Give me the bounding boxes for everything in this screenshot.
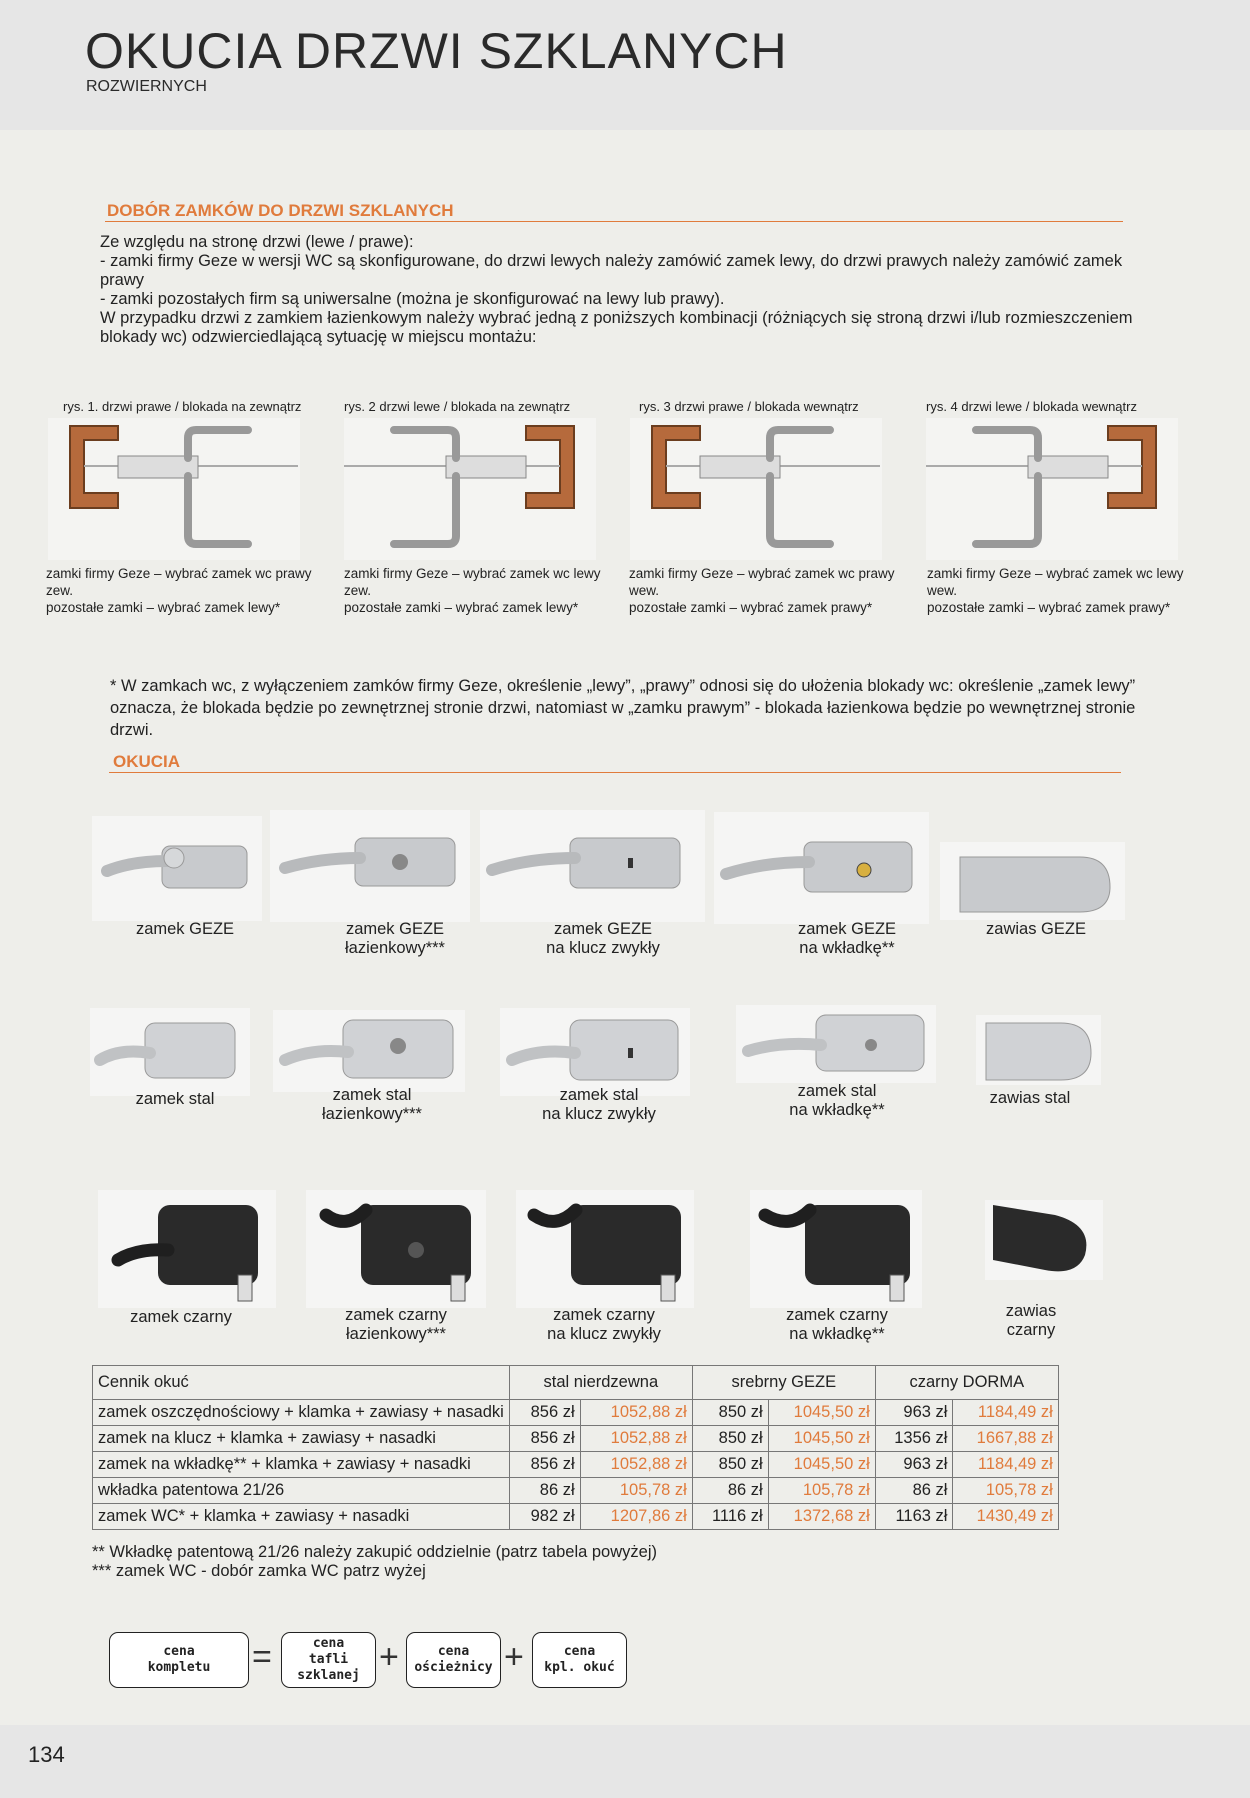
product-image-geze-key-lock bbox=[480, 810, 705, 922]
product-label bbox=[280, 920, 510, 958]
formula-box-line: kpl. okuć bbox=[544, 1660, 615, 1675]
product-label-line: zamek stal bbox=[559, 1086, 639, 1104]
product-label bbox=[281, 1306, 511, 1344]
footnote-line: *** zamek WC - dobór zamka WC patrz wyżej bbox=[92, 1562, 426, 1580]
figure-3-illustration bbox=[630, 418, 882, 560]
table-cell: wkładka patentowa 21/26 bbox=[93, 1478, 510, 1504]
product-label-line: zawias bbox=[1005, 1302, 1057, 1320]
table-cell: zamek na klucz + klamka + zawiasy + nasadki bbox=[93, 1426, 510, 1452]
table-header-cell: Cennik okuć bbox=[93, 1366, 510, 1400]
table-cell: 963 zł bbox=[875, 1452, 953, 1478]
table-cell: 1184,49 zł bbox=[953, 1400, 1058, 1426]
table-header-cell: srebrny GEZE bbox=[692, 1366, 875, 1400]
table-cell: 856 zł bbox=[509, 1426, 580, 1452]
product-image-black-key-lock bbox=[516, 1190, 694, 1308]
figure-note-3 bbox=[629, 565, 914, 616]
product-label-line: zamek GEZE bbox=[553, 920, 653, 938]
table-row bbox=[93, 1504, 1059, 1530]
product-label-line: na klucz zwykły bbox=[547, 1325, 661, 1343]
product-label-line: na klucz zwykły bbox=[546, 939, 660, 957]
product-label-line: zamek stal bbox=[797, 1082, 877, 1100]
figure-note-line: zamki firmy Geze – wybrać zamek wc lewy wew. bbox=[927, 566, 1184, 598]
figure-note-2 bbox=[344, 565, 609, 616]
footnote-line: ** Wkładkę patentową 21/26 należy zakupić oddzielnie (patrz tabela powyżej) bbox=[92, 1543, 657, 1561]
formula-box-line: ościeżnicy bbox=[414, 1660, 493, 1675]
product-image-geze-lock bbox=[92, 816, 262, 921]
product-image-geze-bathroom-lock bbox=[270, 810, 470, 922]
figure-note-line: zamki firmy Geze – wybrać zamek wc lewy zew. bbox=[344, 566, 601, 598]
product-image-steel-hinge bbox=[976, 1015, 1101, 1085]
formula-box-line: cena bbox=[312, 1636, 345, 1651]
table-row bbox=[93, 1478, 1059, 1504]
product-label-line: zamek GEZE bbox=[797, 920, 897, 938]
figure-1-illustration bbox=[48, 418, 300, 560]
product-image-black-lock bbox=[98, 1190, 276, 1308]
table-cell: 1356 zł bbox=[875, 1426, 953, 1452]
figure-2-illustration bbox=[344, 418, 596, 560]
product-image-black-cylinder-lock bbox=[750, 1190, 922, 1308]
figure-caption-1: rys. 1. drzwi prawe / blokada na zewnątrz bbox=[63, 399, 302, 414]
section-divider bbox=[109, 772, 1121, 773]
formula-box-line: tafli szklanej bbox=[297, 1652, 360, 1683]
table-cell: 963 zł bbox=[875, 1400, 953, 1426]
table-row bbox=[93, 1452, 1059, 1478]
page-title: OKUCIA DRZWI SZKLANYCH bbox=[85, 23, 788, 79]
table-cell: 105,78 zł bbox=[953, 1478, 1058, 1504]
figure-caption-2: rys. 2 drzwi lewe / blokada na zewnątrz bbox=[344, 399, 571, 414]
product-label-line: zamek GEZE bbox=[345, 920, 445, 938]
product-label-line: zawias stal bbox=[989, 1089, 1071, 1107]
table-cell: 1052,88 zł bbox=[580, 1400, 692, 1426]
table-header-row bbox=[93, 1366, 1059, 1400]
figure-note-4 bbox=[927, 565, 1207, 616]
intro-text bbox=[100, 233, 1140, 347]
product-label bbox=[722, 1082, 952, 1120]
formula-equals-sign: = bbox=[252, 1638, 272, 1676]
table-cell: 850 zł bbox=[692, 1452, 768, 1478]
product-label bbox=[722, 1306, 952, 1344]
table-cell: 1430,49 zł bbox=[953, 1504, 1058, 1530]
page-subtitle: ROZWIERNYCH bbox=[86, 78, 207, 95]
product-label bbox=[90, 1090, 260, 1109]
intro-paragraph: Ze względu na stronę drzwi (lewe / prawe): bbox=[100, 233, 414, 251]
figure-note-line: pozostałe zamki – wybrać zamek prawy* bbox=[927, 600, 1171, 615]
section-heading-lock-selection: DOBÓR ZAMKÓW DO DRZWI SZKLANYCH bbox=[107, 201, 454, 220]
section-heading-fittings: OKUCIA bbox=[113, 752, 181, 771]
product-image-steel-bathroom-lock bbox=[273, 1010, 465, 1092]
figure-note-line: pozostałe zamki – wybrać zamek lewy* bbox=[46, 600, 281, 615]
formula-box-frame-price bbox=[406, 1632, 501, 1688]
product-image-steel-key-lock bbox=[500, 1008, 690, 1096]
table-cell: 1052,88 zł bbox=[580, 1426, 692, 1452]
product-image-steel-lock bbox=[90, 1008, 250, 1096]
product-image-black-hinge bbox=[985, 1200, 1103, 1280]
product-label-line: na wkładkę** bbox=[789, 1101, 885, 1119]
product-label-line: zamek stal bbox=[135, 1090, 215, 1108]
product-label-line: łazienkowy*** bbox=[322, 1105, 422, 1123]
table-cell: 1045,50 zł bbox=[768, 1426, 875, 1452]
product-label-line: łazienkowy*** bbox=[345, 939, 445, 957]
table-cell: 1372,68 zł bbox=[768, 1504, 875, 1530]
product-image-steel-cylinder-lock bbox=[736, 1005, 936, 1083]
table-cell: 1116 zł bbox=[692, 1504, 768, 1530]
formula-plus-sign: + bbox=[504, 1638, 524, 1676]
product-label-line: czarny bbox=[1006, 1321, 1056, 1339]
product-label-line: zamek GEZE bbox=[135, 920, 235, 938]
table-cell: zamek oszczędnościowy + klamka + zawiasy + nasadki bbox=[93, 1400, 510, 1426]
figure-note-line: zamki firmy Geze – wybrać zamek wc prawy zew. bbox=[46, 566, 312, 598]
table-footnotes bbox=[92, 1543, 657, 1581]
product-label-line: zamek czarny bbox=[553, 1306, 655, 1324]
figure-caption-3: rys. 3 drzwi prawe / blokada wewnątrz bbox=[639, 399, 859, 414]
intro-paragraph: W przypadku drzwi z zamkiem łazienkowym należy wybrać jedną z poniższych kombinacji (różniących się stroną drzwi i/lub rozmieszczeniem blokady wc) odzwierciedlającą sytuację w miejscu montażu: bbox=[100, 309, 1133, 346]
product-label bbox=[951, 920, 1121, 939]
figure-note-line: pozostałe zamki – wybrać zamek lewy* bbox=[344, 600, 579, 615]
table-cell: 856 zł bbox=[509, 1400, 580, 1426]
table-cell: zamek na wkładkę** + klamka + zawiasy + nasadki bbox=[93, 1452, 510, 1478]
table-cell: zamek WC* + klamka + zawiasy + nasadki bbox=[93, 1504, 510, 1530]
product-label bbox=[945, 1089, 1115, 1108]
product-label bbox=[946, 1302, 1116, 1340]
table-cell: 105,78 zł bbox=[768, 1478, 875, 1504]
table-row bbox=[93, 1400, 1059, 1426]
figure-note-line: zamki firmy Geze – wybrać zamek wc prawy wew. bbox=[629, 566, 895, 598]
product-label-line: zawias GEZE bbox=[986, 920, 1086, 938]
product-label-line: zamek czarny bbox=[786, 1306, 888, 1324]
product-label bbox=[489, 1306, 719, 1344]
table-cell: 850 zł bbox=[692, 1400, 768, 1426]
formula-box-line: cena bbox=[563, 1644, 596, 1659]
product-label-line: zamek stal bbox=[332, 1086, 412, 1104]
table-cell: 86 zł bbox=[509, 1478, 580, 1504]
figure-note-line: pozostałe zamki – wybrać zamek prawy* bbox=[629, 600, 873, 615]
table-cell: 856 zł bbox=[509, 1452, 580, 1478]
formula-plus-sign: + bbox=[379, 1638, 399, 1676]
intro-paragraph: - zamki firmy Geze w wersji WC są skonfigurowane, do drzwi lewych należy zamówić zamek lewy, do drzwi prawych należy zamówić zamek prawy bbox=[100, 252, 1123, 289]
product-label bbox=[257, 1086, 487, 1124]
formula-box-set-price bbox=[109, 1632, 249, 1688]
table-cell: 1667,88 zł bbox=[953, 1426, 1058, 1452]
figure-4-illustration bbox=[926, 418, 1178, 560]
product-label bbox=[484, 1086, 714, 1124]
table-cell: 850 zł bbox=[692, 1426, 768, 1452]
table-cell: 1052,88 zł bbox=[580, 1452, 692, 1478]
table-cell: 1163 zł bbox=[875, 1504, 953, 1530]
table-cell: 1045,50 zł bbox=[768, 1452, 875, 1478]
footer-band bbox=[0, 1725, 1250, 1798]
table-cell: 86 zł bbox=[692, 1478, 768, 1504]
product-label-line: na wkładkę** bbox=[789, 1325, 885, 1343]
table-header-cell: stal nierdzewna bbox=[509, 1366, 692, 1400]
price-table bbox=[92, 1365, 1059, 1530]
product-label bbox=[100, 920, 270, 939]
product-label-line: na klucz zwykły bbox=[542, 1105, 656, 1123]
formula-box-line: cena bbox=[437, 1644, 470, 1659]
table-cell: 1184,49 zł bbox=[953, 1452, 1058, 1478]
table-cell: 1045,50 zł bbox=[768, 1400, 875, 1426]
formula-box-glass-price bbox=[281, 1632, 376, 1688]
product-image-geze-hinge bbox=[940, 842, 1125, 920]
table-row bbox=[93, 1426, 1059, 1452]
figure-caption-4: rys. 4 drzwi lewe / blokada wewnątrz bbox=[926, 399, 1137, 414]
product-label bbox=[732, 920, 962, 958]
table-header-cell: czarny DORMA bbox=[875, 1366, 1058, 1400]
figure-note-1 bbox=[46, 565, 331, 616]
table-cell: 982 zł bbox=[509, 1504, 580, 1530]
table-cell: 105,78 zł bbox=[580, 1478, 692, 1504]
formula-box-line: cena bbox=[163, 1644, 195, 1659]
formula-box-fittings-price bbox=[532, 1632, 627, 1688]
table-cell: 86 zł bbox=[875, 1478, 953, 1504]
product-label-line: na wkładkę** bbox=[799, 939, 895, 957]
product-label-line: zamek czarny bbox=[345, 1306, 447, 1324]
section-divider bbox=[105, 221, 1123, 222]
formula-box-line: kompletu bbox=[147, 1660, 211, 1675]
page-number: 134 bbox=[28, 1742, 65, 1767]
product-label-line: łazienkowy*** bbox=[346, 1325, 446, 1343]
table-cell: 1207,86 zł bbox=[580, 1504, 692, 1530]
wc-lock-footnote: * W zamkach wc, z wyłączeniem zamków firmy Geze, określenie „lewy”, „prawy” odnosi się do ułożenia blokady wc: określenie „zamek lewy” oznacza, że blokada będzie po zewnętrznej stronie drzwi, natomiast w „zamku prawym” - blokada łazienkowa będzie po wewnętrznej stronie drzwi. bbox=[110, 677, 1136, 739]
product-image-geze-cylinder-lock bbox=[714, 812, 929, 924]
product-label bbox=[488, 920, 718, 958]
intro-paragraph: - zamki pozostałych firm są uniwersalne (można je skonfigurować na lewy lub prawy). bbox=[100, 290, 725, 308]
product-label-line: zamek czarny bbox=[130, 1308, 232, 1326]
product-label bbox=[96, 1308, 266, 1327]
product-image-black-bathroom-lock bbox=[306, 1190, 486, 1308]
